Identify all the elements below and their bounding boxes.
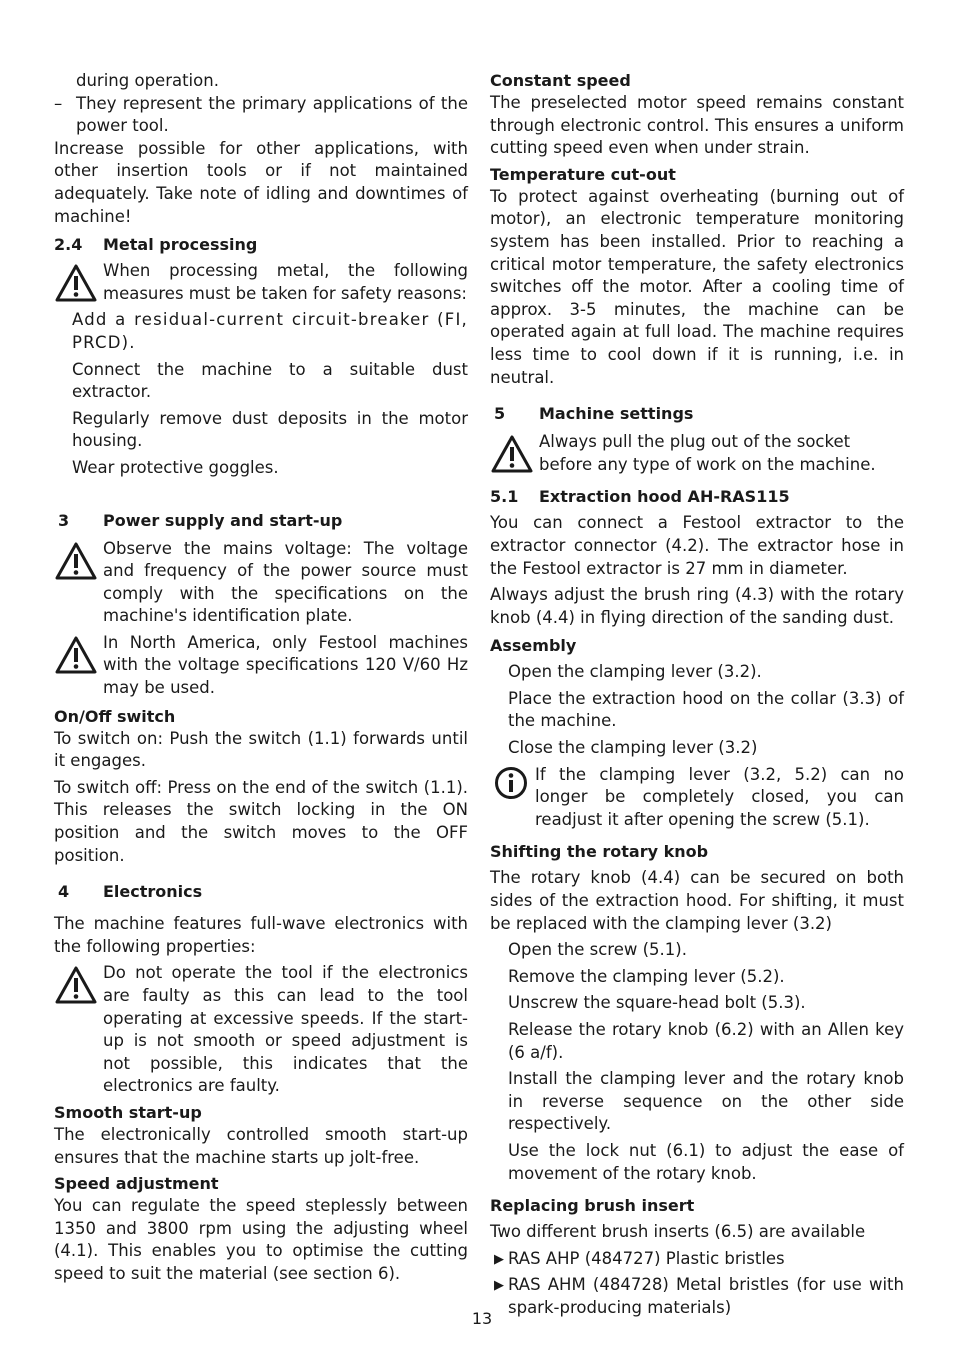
subheading-on-off-switch: On/Off switch [54,706,176,726]
right-column [490,70,904,1320]
warning-block: When processing metal, the following measures must be taken for safety reasons: [54,260,468,305]
paragraph: To switch on: Push the switch (1.1) forwards until it engages. [54,728,468,771]
list-item: Connect the machine to a suitable dust extractor. [72,359,468,402]
triangle-bullet-icon: ▶ [494,1278,504,1294]
paragraph: The machine features full-wave electronics with the following properties: [54,914,468,956]
list-item: Add a residual-current circuit-breaker (FI, PRCD). [72,310,468,352]
paragraph: To switch off: Press on the end of the switch (1.1). This releases the switch locking in the ON position and the switch moves to the OFF position. [54,777,468,865]
section-heading-3: 3 Power supply and start-up [58,510,343,530]
section-heading-4: 4 Electronics [58,882,203,902]
warning-triangle-icon [54,965,98,1005]
warning-block: Observe the mains voltage: The voltage and frequency of the power source must comply with the specifications on the machine's identification plate. [54,538,468,628]
dash-marker: – [54,93,63,113]
warning-block: Always pull the plug out of the socket before any type of work on the machine. [490,431,904,476]
list-item: Release the rotary knob (6.2) with an Allen key (6 a/f). [508,1020,904,1062]
paragraph: You can connect a Festool extractor to the extractor connector (4.2). The extractor hose in the Festool extractor is 27 mm in diameter. [490,513,904,578]
warning-block: In North America, only Festool machines with the voltage specifications 120 V/60 Hz may be used. [54,632,468,700]
list-item: Unscrew the square-head bolt (5.3). [508,993,806,1013]
subheading-temperature-cut-out: Temperature cut-out [490,164,676,184]
paragraph: Always adjust the brush ring (4.3) with the rotary knob (4.4) in flying direction of the sanding dust. [490,585,904,627]
page-number: 13 [471,1309,493,1328]
intro-continuation: during operation. [76,71,219,90]
list-item: Open the screw (5.1). [508,940,687,960]
info-icon [494,766,528,800]
subheading-assembly: Assembly [490,636,577,656]
list-item: Place the extraction hood on the collar (3.3) of the machine. [508,688,904,731]
section-heading-5: 5 Machine settings [494,404,694,424]
subheading-shifting-rotary-knob: Shifting the rotary knob [490,842,709,862]
list-item: Open the clamping lever (3.2). [508,662,762,682]
intro-dash-item: – They represent the primary applications of the power tool. [54,93,468,136]
paragraph: The electronically controlled smooth start-up ensures that the machine starts up jolt-free. [54,1124,468,1167]
warning-triangle-icon [490,434,534,474]
paragraph: You can regulate the speed steplessly between 1350 and 3800 rpm using the adjusting wheel (4.1). This enables you to optimise the cutting speed to suit the material (see section 6). [54,1196,468,1283]
paragraph: The rotary knob (4.4) can be secured on both sides of the extraction hood. For shifting, it must be replaced with the clamping lever (3.2) [490,868,904,933]
section-heading-2-4: 2.4 Metal processing [54,235,258,255]
paragraph: The preselected motor speed remains constant through electronic control. This ensures a uniform cutting speed even when under strain. [490,93,904,158]
warning-block: Do not operate the tool if the electronics are faulty as this can lead to the tool operating at excessive speeds. If the start-up is not smooth or speed adjustment is not possible, this indicates that the electronics are faulty. [54,962,468,1098]
warning-triangle-icon [54,635,98,675]
warning-triangle-icon [54,541,98,581]
warning-triangle-icon [54,263,98,303]
left-column [54,70,468,1286]
subheading-constant-speed: Constant speed [490,71,631,90]
bullet-item: ▶ RAS AHP (484727) Plastic bristles [490,1248,904,1271]
bullet-item: ▶ RAS AHM (484728) Metal bristles (for use with spark-producing materials) [494,1275,904,1317]
subheading-speed-adjustment: Speed adjustment [54,1174,219,1194]
list-item: Regularly remove dust deposits in the motor housing. [72,408,468,451]
list-item: Install the clamping lever and the rotary knob in reverse sequence on the other side respectively. [508,1069,904,1134]
list-item: Use the lock nut (6.1) to adjust the ease of movement of the rotary knob. [508,1140,904,1183]
intro-paragraph: Increase possible for other applications, with other insertion tools or if not maintained adequately. Take note of idling and downtimes of machine! [54,138,468,226]
subheading-replacing-brush-insert: Replacing brush insert [490,1196,695,1216]
list-item: Remove the clamping lever (5.2). [508,966,785,986]
paragraph: To protect against overheating (burning out of motor), an electronic temperature monitoring system has been installed. Prior to reaching a critical motor temperature, the safety electronics switches off the motor. After a cooling time of approx. 3-5 minutes, the machine can be operated again at full load. The machine requires less time to cool down if it is running, i.e. in neutral. [490,186,904,387]
section-heading-5-1: 5.1 Extraction hood AH-RAS115 [490,487,790,507]
triangle-bullet-icon: ▶ [494,1251,504,1267]
list-item: Wear protective goggles. [72,457,279,477]
subheading-smooth-start-up: Smooth start-up [54,1102,202,1122]
info-block: If the clamping lever (3.2, 5.2) can no longer be completely closed, you can readjust it after opening the screw (5.1). [490,764,904,832]
paragraph: Two different brush inserts (6.5) are available [490,1222,866,1242]
list-item: Close the clamping lever (3.2) [508,738,758,758]
